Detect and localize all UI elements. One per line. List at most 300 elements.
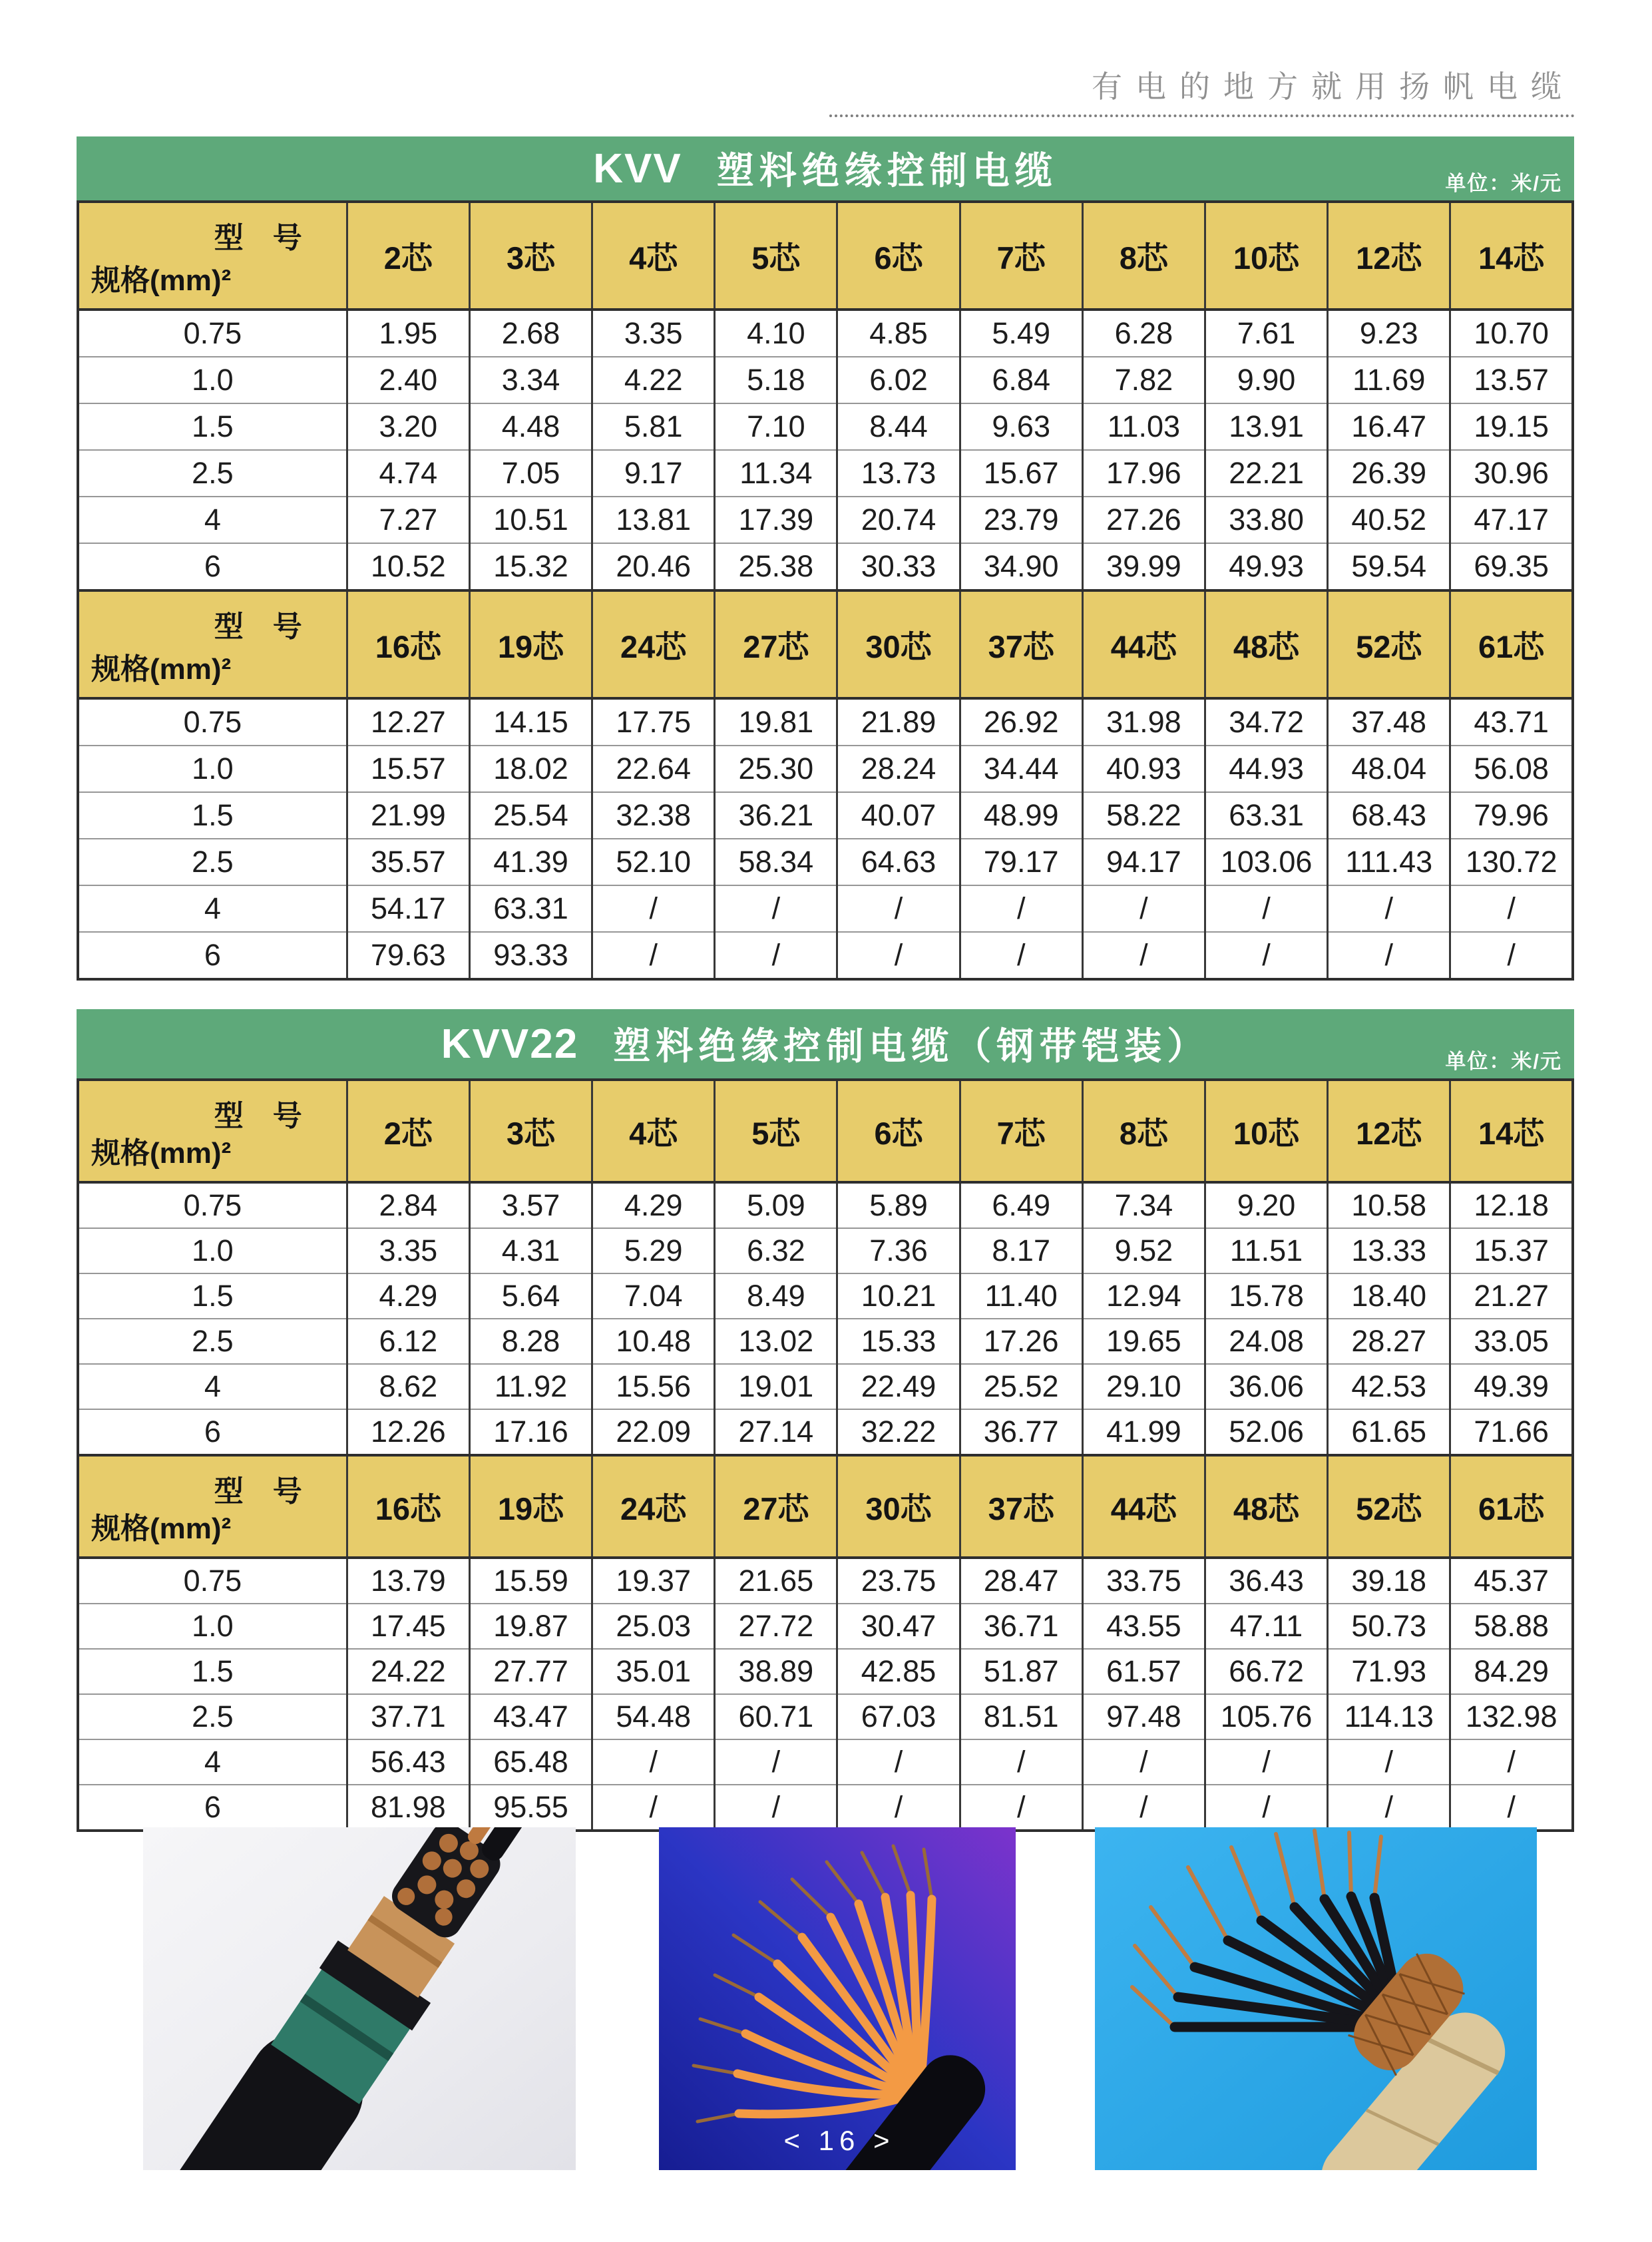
price-cell: 15.78 [1205,1273,1327,1319]
price-cell: 11.03 [1082,403,1205,450]
spec-cell: 1.5 [78,1649,347,1694]
price-cell: 20.74 [837,497,960,543]
table-title-banner [77,136,1574,200]
price-cell: 24.22 [347,1649,469,1694]
price-cell: 47.11 [1205,1604,1327,1649]
price-cell: 13.91 [1205,403,1327,450]
price-cell: 10.21 [837,1273,960,1319]
price-cell: 17.39 [715,497,837,543]
cable-cross-section-illustration [143,1827,576,2170]
core-count-header: 2芯 [347,202,469,310]
spec-cell: 4 [78,1364,347,1409]
spec-cell: 4 [78,1739,347,1785]
price-cell: 28.24 [837,746,960,792]
price-row [78,1364,1573,1409]
price-row [78,839,1573,885]
price-cell: 67.03 [837,1694,960,1739]
price-cell: 25.03 [592,1604,715,1649]
price-cell: / [715,1785,837,1831]
price-cell: 5.89 [837,1182,960,1228]
price-cell: 20.46 [592,543,715,590]
price-cell: 13.33 [1328,1228,1450,1273]
core-count-header: 10芯 [1205,202,1327,310]
price-cell: 5.81 [592,403,715,450]
price-cell: 5.29 [592,1228,715,1273]
orange-wires-illustration [659,1827,1016,2170]
table-model-code: KVV [593,145,682,192]
core-count-header: 12芯 [1328,1080,1450,1182]
price-cell: 94.17 [1082,839,1205,885]
price-cell: 22.49 [837,1364,960,1409]
price-row [78,543,1573,590]
unit-label: 单位：米/元 [1445,1050,1562,1073]
kvv22-price-table [77,1078,1574,1832]
price-cell: 9.52 [1082,1228,1205,1273]
price-cell: 19.01 [715,1364,837,1409]
core-count-header: 6芯 [837,202,960,310]
corner-model-label: 型 号 [214,1100,302,1132]
price-cell: 15.59 [469,1558,592,1604]
price-cell: 23.75 [837,1558,960,1604]
spec-cell: 2.5 [78,1694,347,1739]
core-count-header: 30芯 [837,1455,960,1558]
price-cell: 38.89 [715,1649,837,1694]
core-count-header: 16芯 [347,590,469,698]
price-cell: 59.54 [1328,543,1450,590]
price-cell: 26.92 [960,698,1082,746]
braided-cable-illustration [1095,1827,1537,2170]
spec-cell: 1.5 [78,792,347,839]
spec-cell: 2.5 [78,1319,347,1364]
price-cell: 71.66 [1450,1409,1573,1455]
price-cell: 81.98 [347,1785,469,1831]
price-cell: 4.22 [592,357,715,403]
price-cell: / [1082,885,1205,932]
armored-cable-cross-section-photo [143,1827,576,2170]
price-cell: 41.99 [1082,1409,1205,1455]
table-title [77,1009,1574,1078]
price-cell: 42.53 [1328,1364,1450,1409]
price-cell: 66.72 [1205,1649,1327,1694]
core-count-header: 8芯 [1082,1080,1205,1182]
table-corner-cell [78,1455,347,1558]
price-cell: 18.02 [469,746,592,792]
price-cell: 22.64 [592,746,715,792]
price-cell: 24.08 [1205,1319,1327,1364]
price-cell: 21.65 [715,1558,837,1604]
price-cell: 14.15 [469,698,592,746]
price-cell: 60.71 [715,1694,837,1739]
price-cell: / [1205,885,1327,932]
spec-cell: 6 [78,932,347,979]
spec-cell: 1.5 [78,1273,347,1319]
price-cell: 71.93 [1328,1649,1450,1694]
price-cell: 8.49 [715,1273,837,1319]
price-row [78,698,1573,746]
price-cell: / [837,1785,960,1831]
core-count-header: 7芯 [960,202,1082,310]
price-cell: 8.28 [469,1319,592,1364]
price-cell: 30.96 [1450,450,1573,497]
price-cell: 58.88 [1450,1604,1573,1649]
price-cell: 33.75 [1082,1558,1205,1604]
kvv22-price-table-section [77,1009,1574,1832]
price-cell: 49.93 [1205,543,1327,590]
price-row [78,1182,1573,1228]
table-header-row [78,1080,1573,1182]
price-cell: 43.55 [1082,1604,1205,1649]
price-cell: 58.34 [715,839,837,885]
price-cell: 69.35 [1450,543,1573,590]
price-cell: 7.61 [1205,310,1327,357]
price-cell: 36.06 [1205,1364,1327,1409]
price-cell: / [592,1785,715,1831]
table-title-text: 塑料绝缘控制电缆（钢带铠装） [613,1025,1210,1067]
price-cell: 40.52 [1328,497,1450,543]
spec-cell: 1.0 [78,746,347,792]
price-cell: 17.26 [960,1319,1082,1364]
price-cell: 5.09 [715,1182,837,1228]
price-cell: 7.04 [592,1273,715,1319]
price-cell: 5.18 [715,357,837,403]
price-cell: 29.10 [1082,1364,1205,1409]
price-cell: 17.45 [347,1604,469,1649]
price-cell: 15.57 [347,746,469,792]
price-cell: 5.49 [960,310,1082,357]
core-count-header: 8芯 [1082,202,1205,310]
spec-cell: 2.5 [78,450,347,497]
price-cell: 13.81 [592,497,715,543]
price-cell: 54.48 [592,1694,715,1739]
price-cell: 93.33 [469,932,592,979]
table-title-banner [77,1009,1574,1078]
price-cell: 43.47 [469,1694,592,1739]
core-count-header: 48芯 [1205,1455,1327,1558]
price-row [78,1604,1573,1649]
core-count-header: 27芯 [715,1455,837,1558]
core-count-header: 24芯 [592,590,715,698]
price-cell: / [1082,1785,1205,1831]
price-cell: / [1205,1785,1327,1831]
core-count-header: 14芯 [1450,1080,1573,1182]
table-corner-cell [78,590,347,698]
kvv-price-table [77,200,1574,981]
core-count-header: 24芯 [592,1455,715,1558]
core-count-header: 6芯 [837,1080,960,1182]
price-cell: / [837,932,960,979]
price-cell: / [960,885,1082,932]
price-cell: 56.43 [347,1739,469,1785]
spec-cell: 2.5 [78,839,347,885]
price-cell: / [715,932,837,979]
price-cell: / [1205,932,1327,979]
price-cell: 11.34 [715,450,837,497]
core-count-header: 52芯 [1328,1455,1450,1558]
core-count-header: 3芯 [469,202,592,310]
table-header-row [78,1455,1573,1558]
core-count-header: 16芯 [347,1455,469,1558]
table-corner-cell [78,202,347,310]
price-cell: 42.85 [837,1649,960,1694]
price-cell: 4.74 [347,450,469,497]
price-cell: 132.98 [1450,1694,1573,1739]
core-count-header: 44芯 [1082,1455,1205,1558]
price-row [78,357,1573,403]
price-cell: 15.37 [1450,1228,1573,1273]
price-cell: 84.29 [1450,1649,1573,1694]
price-cell: 25.52 [960,1364,1082,1409]
price-cell: 19.65 [1082,1319,1205,1364]
price-cell: 33.05 [1450,1319,1573,1364]
price-cell: 12.18 [1450,1182,1573,1228]
price-cell: 61.65 [1328,1409,1450,1455]
price-cell: 19.87 [469,1604,592,1649]
price-cell: 10.51 [469,497,592,543]
price-cell: 58.22 [1082,792,1205,839]
price-cell: 6.49 [960,1182,1082,1228]
price-cell: 4.10 [715,310,837,357]
price-cell: 15.67 [960,450,1082,497]
corner-spec-label: 规格(mm)² [91,653,232,686]
core-count-header: 30芯 [837,590,960,698]
braided-shield-cable-fanned-photo [1095,1827,1537,2170]
price-row [78,1273,1573,1319]
price-cell: 1.95 [347,310,469,357]
price-row [78,1649,1573,1694]
price-cell: 95.55 [469,1785,592,1831]
price-cell: 22.09 [592,1409,715,1455]
price-cell: 3.57 [469,1182,592,1228]
corner-spec-label: 规格(mm)² [91,264,232,297]
price-cell: 2.40 [347,357,469,403]
price-cell: 27.26 [1082,497,1205,543]
price-cell: 7.36 [837,1228,960,1273]
price-cell: 27.77 [469,1649,592,1694]
core-count-header: 44芯 [1082,590,1205,698]
corner-model-label: 型 号 [214,222,302,254]
spec-cell: 6 [78,1409,347,1455]
price-cell: 17.16 [469,1409,592,1455]
price-cell: 6.12 [347,1319,469,1364]
price-cell: 6.84 [960,357,1082,403]
spec-cell: 0.75 [78,698,347,746]
price-row [78,1228,1573,1273]
price-cell: / [837,885,960,932]
price-cell: 27.14 [715,1409,837,1455]
core-count-header: 3芯 [469,1080,592,1182]
price-cell: / [1328,885,1450,932]
price-cell: 3.20 [347,403,469,450]
table-header-row [78,202,1573,310]
price-cell: 7.27 [347,497,469,543]
price-cell: 36.71 [960,1604,1082,1649]
price-cell: 81.51 [960,1694,1082,1739]
core-count-header: 37芯 [960,1455,1082,1558]
price-cell: 12.26 [347,1409,469,1455]
price-cell: 52.10 [592,839,715,885]
price-row [78,885,1573,932]
price-cell: 64.63 [837,839,960,885]
price-row [78,450,1573,497]
core-count-header: 61芯 [1450,1455,1573,1558]
price-cell: 61.57 [1082,1649,1205,1694]
price-cell: 63.31 [1205,792,1327,839]
page-slogan: 有电的地方就用扬帆电缆 [1092,69,1575,104]
core-count-header: 19芯 [469,1455,592,1558]
core-count-header: 7芯 [960,1080,1082,1182]
core-count-header: 27芯 [715,590,837,698]
price-cell: 35.01 [592,1649,715,1694]
price-cell: 52.06 [1205,1409,1327,1455]
price-cell: / [592,1739,715,1785]
price-cell: 6.32 [715,1228,837,1273]
core-count-header: 4芯 [592,202,715,310]
price-cell: 6.02 [837,357,960,403]
spec-cell: 1.0 [78,1228,347,1273]
price-cell: 25.54 [469,792,592,839]
price-cell: 27.72 [715,1604,837,1649]
table-header-row [78,590,1573,698]
price-cell: / [1082,1739,1205,1785]
price-cell: 11.92 [469,1364,592,1409]
price-cell: 25.38 [715,543,837,590]
price-row [78,746,1573,792]
price-cell: 19.37 [592,1558,715,1604]
price-cell: 97.48 [1082,1694,1205,1739]
corner-spec-label: 规格(mm)² [91,1512,232,1545]
price-cell: 21.99 [347,792,469,839]
price-row [78,1319,1573,1364]
core-count-header: 37芯 [960,590,1082,698]
price-cell: / [1328,1785,1450,1831]
price-cell: 56.08 [1450,746,1573,792]
slogan-dotted-divider [829,114,1575,117]
price-cell: 45.37 [1450,1558,1573,1604]
price-cell: 32.22 [837,1409,960,1455]
price-cell: 48.99 [960,792,1082,839]
price-cell: 39.99 [1082,543,1205,590]
price-cell: 130.72 [1450,839,1573,885]
spec-cell: 1.0 [78,357,347,403]
price-cell: 12.27 [347,698,469,746]
price-cell: 12.94 [1082,1273,1205,1319]
price-cell: 7.10 [715,403,837,450]
price-cell: 36.77 [960,1409,1082,1455]
core-count-header: 5芯 [715,1080,837,1182]
price-cell: 11.69 [1328,357,1450,403]
price-cell: 40.93 [1082,746,1205,792]
price-cell: 28.47 [960,1558,1082,1604]
price-cell: / [1450,932,1573,979]
price-cell: 47.17 [1450,497,1573,543]
price-cell: / [592,885,715,932]
price-cell: 4.31 [469,1228,592,1273]
price-cell: 37.48 [1328,698,1450,746]
price-cell: 13.57 [1450,357,1573,403]
price-cell: 39.18 [1328,1558,1450,1604]
price-cell: 4.48 [469,403,592,450]
table-title-text: 塑料绝缘控制电缆 [716,150,1058,192]
price-cell: 15.56 [592,1364,715,1409]
price-cell: 2.84 [347,1182,469,1228]
price-cell: 26.39 [1328,450,1450,497]
price-cell: 19.15 [1450,403,1573,450]
page-number: < 16 > [783,2125,895,2156]
price-cell: / [837,1739,960,1785]
price-cell: 4.29 [592,1182,715,1228]
price-cell: 7.82 [1082,357,1205,403]
price-cell: 9.90 [1205,357,1327,403]
price-cell: 114.13 [1328,1694,1450,1739]
kvv-price-table-section [77,136,1574,981]
price-cell: 5.64 [469,1273,592,1319]
price-row [78,1694,1573,1739]
spec-cell: 4 [78,885,347,932]
price-cell: 22.21 [1205,450,1327,497]
price-cell: 19.81 [715,698,837,746]
price-cell: 11.51 [1205,1228,1327,1273]
price-cell: 68.43 [1328,792,1450,839]
price-cell: 111.43 [1328,839,1450,885]
price-cell: 15.33 [837,1319,960,1364]
price-cell: 10.70 [1450,310,1573,357]
price-cell: / [715,1739,837,1785]
price-cell: 34.44 [960,746,1082,792]
corner-model-label: 型 号 [214,1475,302,1508]
price-row [78,497,1573,543]
price-cell: 31.98 [1082,698,1205,746]
core-count-header: 19芯 [469,590,592,698]
price-row [78,1785,1573,1831]
price-cell: 43.71 [1450,698,1573,746]
price-cell: 63.31 [469,885,592,932]
price-row [78,792,1573,839]
price-cell: 10.58 [1328,1182,1450,1228]
corner-spec-label: 规格(mm)² [91,1137,232,1170]
unit-label: 单位：米/元 [1445,172,1562,195]
product-photo-strip [0,1827,1652,2170]
price-cell: / [592,932,715,979]
price-cell: 3.35 [592,310,715,357]
price-cell: 13.79 [347,1558,469,1604]
core-count-header: 52芯 [1328,590,1450,698]
price-cell: 3.34 [469,357,592,403]
price-cell: 8.44 [837,403,960,450]
price-cell: 4.85 [837,310,960,357]
price-cell: / [1082,932,1205,979]
price-cell: 15.32 [469,543,592,590]
price-row [78,1558,1573,1604]
price-cell: / [1450,1785,1573,1831]
price-row [78,932,1573,979]
price-cell: 105.76 [1205,1694,1327,1739]
core-count-header: 10芯 [1205,1080,1327,1182]
price-cell: 79.63 [347,932,469,979]
price-cell: 51.87 [960,1649,1082,1694]
price-cell: 25.30 [715,746,837,792]
price-cell: 21.89 [837,698,960,746]
price-cell: 35.57 [347,839,469,885]
price-cell: / [715,885,837,932]
price-cell: / [1205,1739,1327,1785]
table-corner-cell [78,1080,347,1182]
price-cell: 13.02 [715,1319,837,1364]
price-row [78,1739,1573,1785]
price-cell: 13.73 [837,450,960,497]
price-cell: 2.68 [469,310,592,357]
price-cell: 6.28 [1082,310,1205,357]
core-count-header: 14芯 [1450,202,1573,310]
